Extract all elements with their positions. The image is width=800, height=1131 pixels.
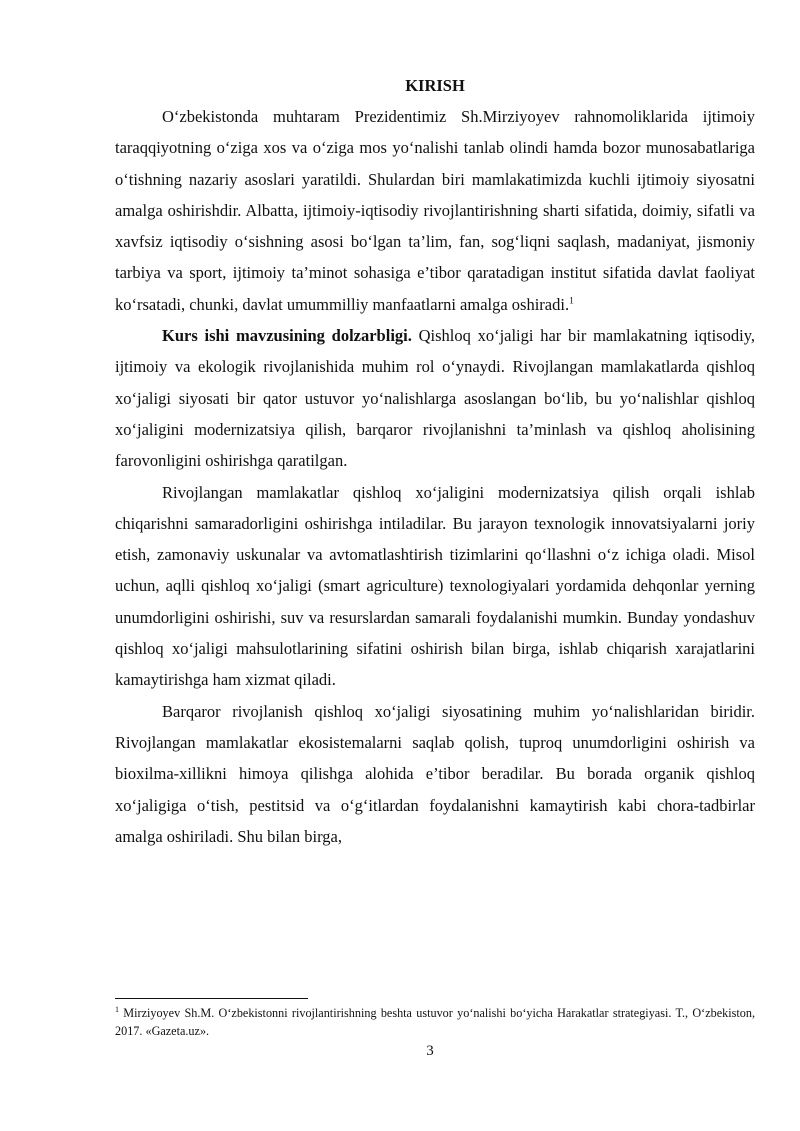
page-heading: KIRISH [405, 76, 465, 95]
paragraph-sustainability [115, 696, 755, 852]
footnote [115, 1004, 755, 1040]
paragraph-modernization [115, 477, 755, 696]
page-number: 3 [426, 1043, 434, 1059]
footnote-text: Mirziyoyev Sh.M. O‘zbekistonni rivojlantirishning beshta ustuvor yo‘nalishi bo‘yicha Harakatlar strategiyasi. T., O‘zbekiston, 2017. «Gazeta.uz». [115, 1006, 755, 1038]
paragraph-text: Rivojlangan mamlakatlar qishloq xo‘jaligini modernizatsiya qilish orqali ishlab chiqarishni samaradorligini oshirishga intiladilar. Bu jarayon texnologik innovatsiyalarni joriy etish, zamonaviy uskunalar va avtomatlashtirish tizimlarini qo‘llashni o‘z ichiga oladi. Misol uchun, aqlli qishloq xo‘jaligi (smart agriculture) texnologiyalari yordamida dehqonlar yerning unumdorligini oshirishi, suv va resurslardan samarali foydalanishi mumkin. Bunday yondashuv qishloq xo‘jaligi mahsulotlarining sifatini oshirish bilan birga, ishlab chiqarish xarajatlarini kamaytirishga ham xizmat qiladi. [115, 482, 755, 690]
paragraph-relevance [115, 320, 755, 476]
paragraph-introduction [115, 101, 755, 320]
paragraph-text: Barqaror rivojlanish qishloq xo‘jaligi siyosatining muhim yo‘nalishlaridan biridir. Rivojlangan mamlakatlar ekosistemalarni saqlab qolish, tuproq unumdorligini oshirish va bioxilma-xillikni himoya qilishga alohida e’tibor beradilar. Bu borada organik qishloq xo‘jaligiga o‘tish, pestitsid va o‘g‘itlardan foydalanishni kamaytirish kabi chora-tadbirlar amalga oshiriladi. Shu bilan birga, [115, 701, 755, 846]
page-body [115, 70, 755, 852]
footnote-separator [115, 998, 308, 999]
paragraph-text: O‘zbekistonda muhtaram Prezidentimiz Sh.Mirziyoyev rahnomoliklarida ijtimoiy taraqqiyotning o‘ziga xos va o‘ziga mos yo‘nalishi tanlab olindi hamda bozor munosabatlariga o‘tishning nazariy asoslari yaratildi. Shulardan biri mamlakatimizda kuchli ijtimoiy siyosatni amalga oshirishdir. Albatta, ijtimoiy-iqtisodiy rivojlantirishning sharti sifatida, doimiy, sifatli va xavfsiz iqtisodiy o‘sishning asosi bo‘lgan ta’lim, fan, sog‘liqni saqlash, madaniyat, jismoniy tarbiya va sport, ijtimoiy ta’minot sohasiga e’tibor qaratadigan institut sifatida davlat faoliyat ko‘rsatadi, chunki, davlat umummilliy manfaatlarni amalga oshiradi. [115, 107, 755, 314]
footnote-reference[interactable]: 1 [569, 296, 574, 307]
footnote-marker: 1 [115, 1004, 119, 1014]
paragraph-lead-bold: Kurs ishi mavzusining dolzarbligi. [162, 326, 412, 346]
paragraph-text: Qishloq xo‘jaligi har bir mamlakatning iqtisodiy, ijtimoiy va ekologik rivojlanishida muhim rol o‘ynaydi. Rivojlangan mamlakatlarda qishloq xo‘jaligi siyosati bir qator ustuvor yo‘nalishlarga asoslangan bo‘lib, bu yo‘nalishlar qishloq xo‘jaligini modernizatsiya qilish, barqaror rivojlanishni ta’minlash va qishloq aholisining farovonligini oshirishga qaratilgan. [115, 326, 755, 471]
